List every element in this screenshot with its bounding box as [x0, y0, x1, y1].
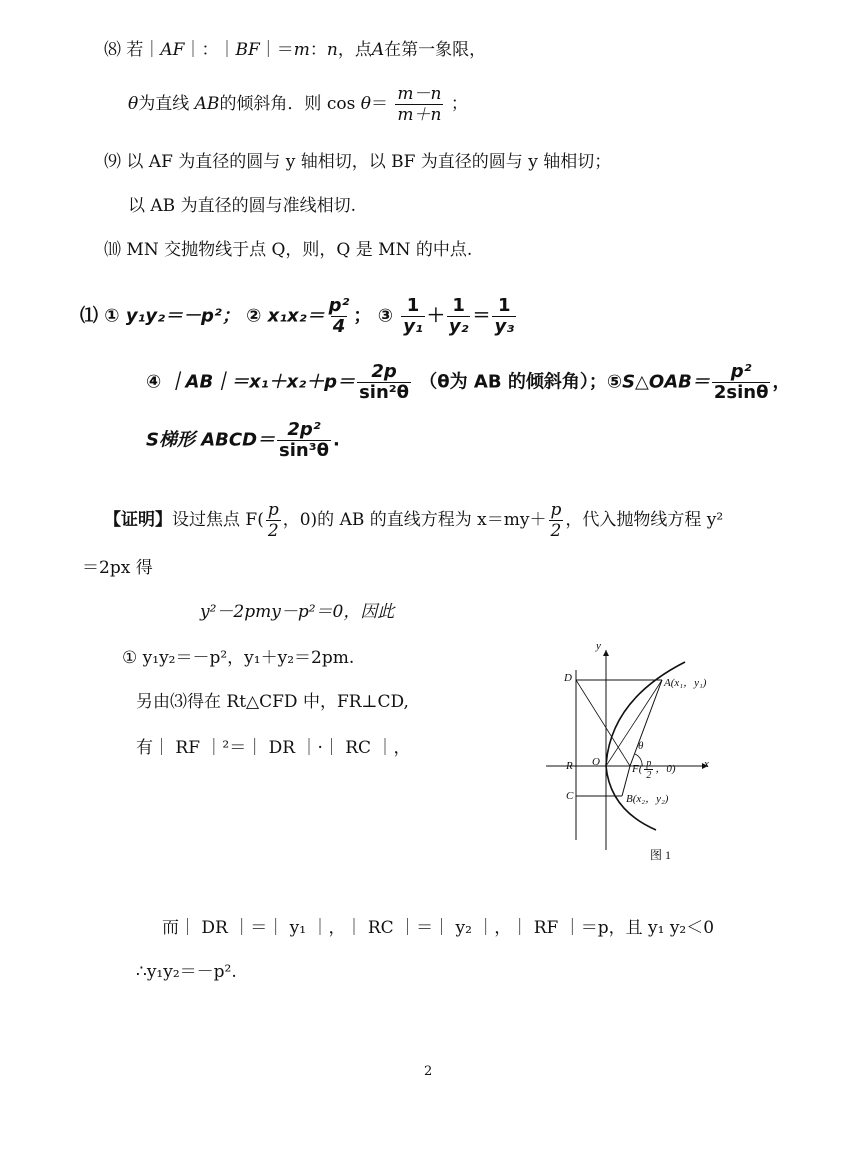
- formula-line1: ⑴ ① y₁y₂＝－p²； ② x₁x₂＝ $\frac{\text{p²}}{4}$ ； ③ $\frac{1}{\text{y₁}}$ ＋ $\frac{1}{\text{y₂}}$ ＝ $\frac{1}{\text{y₃}}$: [80, 295, 515, 337]
- x-label: x: [704, 758, 709, 770]
- point-b-label: B(x₂，y₂): [626, 793, 669, 805]
- proof-step4: 而｜ DR ｜＝｜ y₁ ｜，｜ RC ｜＝｜ y₂ ｜，｜ RF ｜＝p，且 y₁ y₂＜0: [162, 918, 715, 938]
- proof-step1: ① y₁y₂＝－p²，y₁＋y₂＝2pm.: [122, 648, 355, 668]
- theta-label: θ: [638, 740, 644, 752]
- origin-label: O: [592, 756, 600, 768]
- proof-heading: 【证明】: [104, 510, 172, 530]
- item8-line2: θ为直线 AB的倾斜角．则 cos θ＝ $\frac{m-n}{m+n}$ ；: [128, 84, 468, 125]
- formula-line2: ④ ｜AB｜＝x₁＋x₂＋p＝ $\frac{2p}{\text{sin²θ}}$ （θ为 AB 的倾斜角）；⑤S△OAB＝ $\frac{\text{p²}}{2\sin\theta}$ ，: [146, 361, 791, 403]
- point-c-label: C: [566, 790, 574, 802]
- point-d-label: D: [564, 672, 572, 684]
- line-fd: [576, 680, 630, 766]
- item9-line1: ⑼ 以 AF 为直径的圆与 y 轴相切，以 BF 为直径的圆与 y 轴相切；: [104, 152, 612, 172]
- formula-line3: S梯形 ABCD＝ $\frac{\text{2p²}}{\text{sin³θ}}$ .: [146, 419, 340, 461]
- proof-step3: 有｜ RF ｜²＝｜ DR ｜·｜ RC ｜，: [136, 738, 411, 758]
- cos-theta-fraction: $\frac{m-n}{m+n}$: [397, 84, 442, 125]
- proof-line2: ＝2px 得: [82, 558, 153, 578]
- point-a-label: A(x₁，y₁): [664, 677, 707, 689]
- item-marker: ⑻: [104, 40, 121, 60]
- proof-equation: y²－2pmy－p²＝0，因此: [200, 602, 395, 622]
- item10-line: ⑽ MN 交抛物线于点 Q，则，Q 是 MN 的中点.: [104, 240, 473, 260]
- item9-line2: 以 AB 为直径的圆与准线相切.: [128, 196, 356, 216]
- line-oa: [606, 680, 662, 766]
- figure-caption: 图 1: [650, 848, 672, 862]
- y-label: y: [596, 640, 601, 652]
- proof-step2: 另由⑶得在 Rt△CFD 中，FR⊥CD,: [136, 692, 409, 712]
- point-r-label: R: [566, 760, 573, 772]
- figure-1: [540, 640, 730, 870]
- proof-line1: 【证明】设过焦点 F( $\frac{p}{2}$ ，0)的 AB 的直线方程为 x＝my＋ $\frac{p}{2}$ ，代入抛物线方程 y²: [104, 500, 724, 541]
- item8-line1: ⑻ 若｜AF｜：｜BF｜＝m：n，点A在第一象限，: [104, 40, 487, 60]
- focus-label: F( $\frac{p}{2}$ ，0): [632, 758, 676, 781]
- proof-step5: ∴y₁y₂＝－p².: [136, 962, 237, 982]
- y-arrow-icon: [603, 650, 609, 656]
- page-number: 2: [424, 1064, 433, 1079]
